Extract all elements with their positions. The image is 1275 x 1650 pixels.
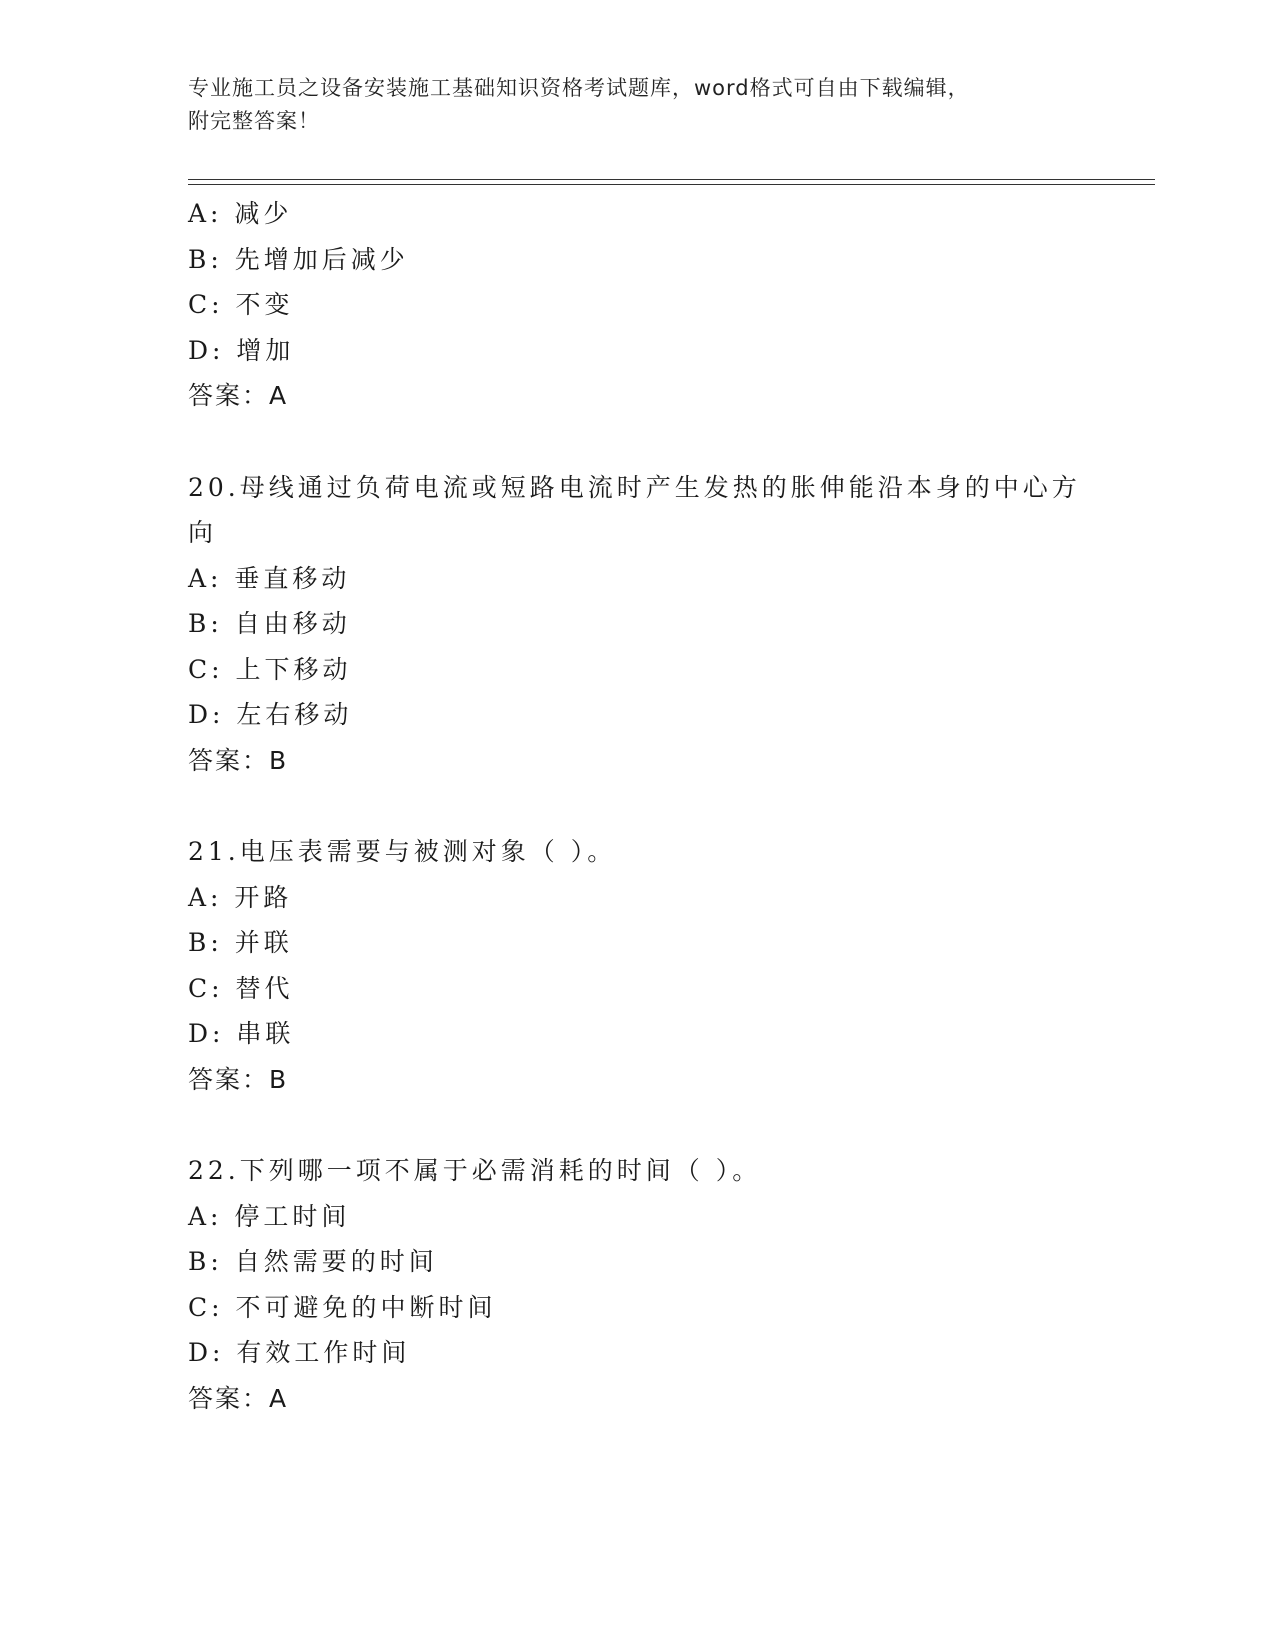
- question-stem: 21.电压表需要与被测对象（ ）。: [188, 837, 617, 866]
- question-22: [188, 1148, 1108, 1421]
- header-rule-bottom: [188, 184, 1155, 185]
- question-stem: 20.母线通过负荷电流或短路电流时产生发热的胀伸能沿本身的中心方: [188, 472, 1081, 502]
- question-21: [188, 829, 1108, 1102]
- document-header: [188, 72, 1088, 138]
- header-line-1: 专业施工员之设备安装施工基础知识资格考试题库，word格式可自由下载编辑，: [188, 76, 970, 100]
- option-a: A: 停工时间: [188, 1201, 351, 1231]
- option-b: B: 自由移动: [188, 609, 351, 638]
- question-fragment: [188, 191, 1108, 419]
- spacer: [188, 783, 1108, 829]
- option-a: A: 开路: [188, 882, 293, 912]
- spacer: [188, 419, 1108, 465]
- option-b: B: 并联: [188, 928, 293, 957]
- question-20: [188, 465, 1108, 784]
- option-c: C: 不变: [188, 290, 294, 319]
- option-d: D: 左右移动: [188, 700, 353, 729]
- header-line-2: 附完整答案！: [188, 109, 320, 133]
- answer-line: 答案：B: [188, 1064, 289, 1094]
- question-stem-continued: 向: [188, 518, 218, 547]
- spacer: [188, 1102, 1108, 1148]
- answer-line: 答案：B: [188, 745, 289, 775]
- option-a: A: 垂直移动: [188, 563, 351, 593]
- answer-line: 答案：A: [188, 1383, 289, 1413]
- question-list: [188, 191, 1108, 1421]
- option-c: C: 不可避免的中断时间: [188, 1292, 497, 1322]
- option-b: B: 先增加后减少: [188, 244, 409, 274]
- option-b: B: 自然需要的时间: [188, 1247, 438, 1276]
- question-stem: 22.下列哪一项不属于必需消耗的时间（ ）。: [188, 1156, 762, 1185]
- answer-line: 答案：A: [188, 381, 289, 410]
- option-c: C: 替代: [188, 973, 294, 1003]
- header-rule-top: [188, 179, 1155, 180]
- option-d: D: 串联: [188, 1019, 295, 1048]
- option-d: D: 有效工作时间: [188, 1338, 411, 1367]
- option-d: D: 增加: [188, 335, 295, 365]
- option-a: A: 减少: [188, 199, 293, 228]
- option-c: C: 上下移动: [188, 654, 352, 684]
